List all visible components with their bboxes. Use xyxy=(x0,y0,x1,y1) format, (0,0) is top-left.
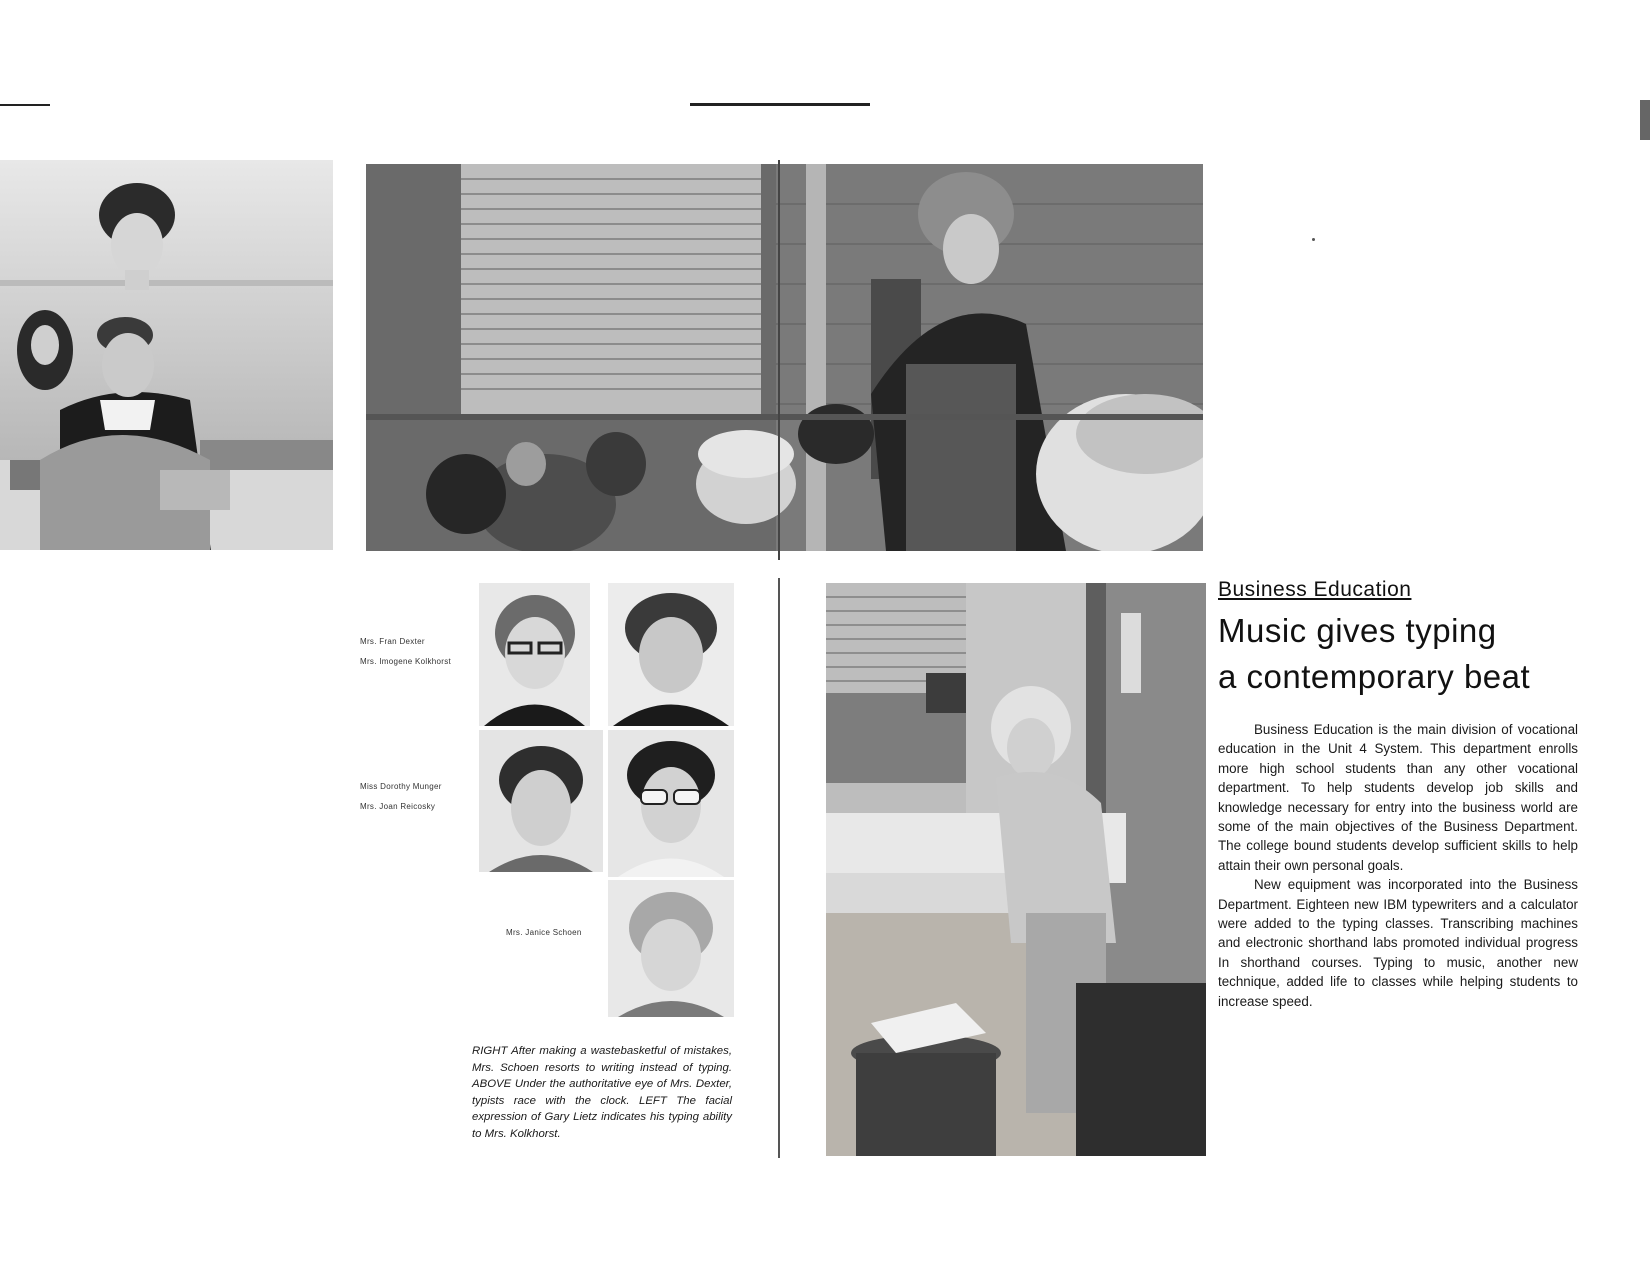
headline-line-1: Music gives typing xyxy=(1218,612,1497,649)
portrait-reicosky xyxy=(608,730,734,877)
scan-speck xyxy=(1312,238,1315,241)
page-spine xyxy=(778,160,780,560)
faculty-name-schoen: Mrs. Janice Schoen xyxy=(506,928,582,937)
portrait-schoen xyxy=(608,880,734,1017)
photo-schoen-desk xyxy=(826,583,1206,1156)
page-spine-lower xyxy=(778,578,780,1158)
photo-caption: RIGHT After making a wastebasketful of mistakes, Mrs. Schoen resorts to writing instead of typing. ABOVE Under the authoritative eye of Mrs. Dexter, typists race with the clock. LEFT The facial expression of Gary Lietz indicates his typing ability to Mrs. Kolkhorst. xyxy=(472,1045,732,1140)
section-label: Business Education xyxy=(1218,578,1412,601)
faculty-name-dexter: Mrs. Fran Dexter xyxy=(360,637,425,646)
faculty-name-munger: Miss Dorothy Munger xyxy=(360,782,442,791)
faculty-name-kolkhorst: Mrs. Imogene Kolkhorst xyxy=(360,657,452,666)
headline xyxy=(1218,608,1618,700)
top-edge-line-center xyxy=(690,103,870,106)
headline-line-2: a contemporary beat xyxy=(1218,658,1531,695)
body-text xyxy=(1218,720,1578,1011)
body-paragraph-1: Business Education is the main division of vocational education in the Unit 4 System. This department enrolls more high school students than any other vocational department. To help students develop job skills and knowledge necessary for entry into the business world are some of the main objectives of the Business Department. The college bound students develop sufficient skills to help attain their own personal goals. xyxy=(1218,722,1578,873)
portrait-dexter xyxy=(479,583,590,726)
top-edge-line-right xyxy=(1640,100,1650,140)
top-edge-line-left xyxy=(0,104,50,106)
body-paragraph-2: New equipment was incorporated into the Business Department. Eighteen new IBM typewriters and a calculator were added to the typing classes. Transcribing machines and electronic shorthand labs promoted individual progress In shorthand courses. Typing to music, another new technique, added life to classes while helping students to increase speed. xyxy=(1218,877,1578,1009)
photo-kolkhorst-classroom xyxy=(0,160,333,550)
faculty-name-reicosky: Mrs. Joan Reicosky xyxy=(360,802,436,811)
portrait-munger xyxy=(479,730,603,872)
photo-dexter-classroom xyxy=(366,164,1203,551)
portrait-kolkhorst xyxy=(608,583,734,726)
